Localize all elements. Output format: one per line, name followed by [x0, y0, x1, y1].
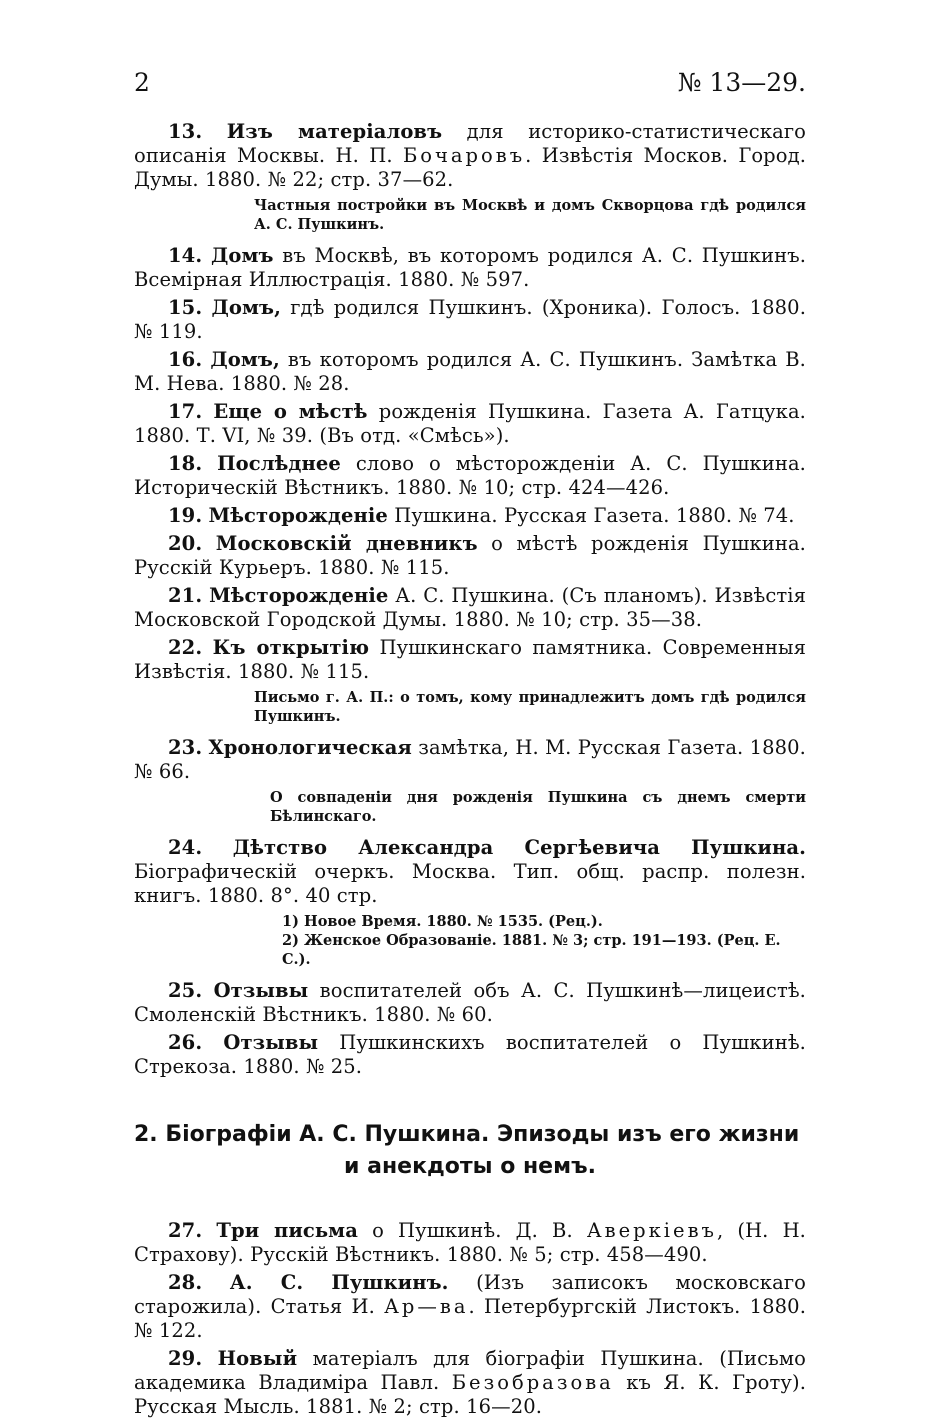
section-heading-line-2: и анекдоты о немъ. — [344, 1154, 596, 1179]
entry-text: матеріалъ для біографіи Пушкина. (Письмо академика Владиміра Павл. — [134, 1347, 806, 1394]
entry-25 — [134, 979, 806, 1027]
entry-number: 21. — [168, 584, 203, 607]
entry-text: воспитателей объ А. С. Пушкинѣ—лицеистѣ. Смоленскій Вѣстникъ. 1880. № 60. — [134, 979, 806, 1026]
entry-26 — [134, 1031, 806, 1079]
entry-title: Домъ, — [210, 348, 280, 371]
entry-author: Ар—ва — [384, 1295, 469, 1318]
note-24 — [134, 912, 806, 969]
entry-text: въ Москвѣ, въ которомъ родился А. С. Пушкинъ. Всемірная Иллюстрація. 1880. № 597. — [134, 244, 806, 291]
entry-21 — [134, 584, 806, 632]
entry-text: замѣтка, Н. М. Русская Газета. 1880. № 66. — [134, 736, 806, 783]
entry-text: (Изъ записокъ московскаго старожила). Статья И. — [134, 1271, 806, 1318]
entry-title: Домъ — [210, 244, 274, 267]
entry-range: № 13—29. — [677, 68, 806, 97]
entry-number: 24. — [168, 836, 203, 859]
entry-14 — [134, 244, 806, 292]
entry-text: . Извѣстія Москов. Город. Думы. 1880. № 22; стр. 37—62. — [134, 144, 806, 191]
entry-text: Пушкина. Русская Газета. 1880. № 74. — [387, 504, 795, 527]
entry-title: Послѣднее — [217, 452, 341, 475]
entry-text: въ которомъ родился А. С. Пушкинъ. Замѣтка В. М. Нева. 1880. № 28. — [134, 348, 806, 395]
entry-18 — [134, 452, 806, 500]
entry-author: Аверкіевъ — [586, 1219, 717, 1242]
entry-text: А. С. Пушкина. (Съ планомъ). Извѣстія Московской Городской Думы. 1880. № 10; стр. 35—38. — [134, 584, 806, 631]
entry-number: 18. — [168, 452, 203, 475]
entry-number: 15. — [168, 296, 203, 319]
entry-text: для историко-статистическаго описанія Москвы. Н. П. — [134, 120, 806, 167]
entry-title: Отзывы — [213, 979, 309, 1002]
entry-24 — [134, 836, 806, 908]
note-13: Частныя постройки въ Москвѣ и домъ Скворцова гдѣ родился А. С. Пушкинъ. — [254, 197, 806, 233]
entry-number: 23. — [168, 736, 203, 759]
entry-author: Бочаровъ — [402, 144, 526, 167]
entry-13 — [134, 120, 806, 192]
entry-number: 14. — [168, 244, 203, 267]
entry-text: къ Я. К. Гроту). Русская Мысль. 1881. № 2; стр. 16—20. — [134, 1371, 806, 1418]
section-heading-line-1: 2. Біографіи А. С. Пушкина. Эпизоды изъ его жизни — [134, 1122, 800, 1147]
entry-text: о Пушкинѣ. Д. В. — [357, 1219, 587, 1242]
entry-number: 13. — [168, 120, 203, 143]
entry-number: 19. — [168, 504, 203, 527]
section-heading — [134, 1119, 806, 1183]
entry-text: слово о мѣсторожденіи А. С. Пушкина. Историческій Вѣстникъ. 1880. № 10; стр. 424—426. — [134, 452, 806, 499]
entry-title: А. С. Пушкинъ. — [229, 1271, 449, 1294]
note-22: Письмо г. А. П.: о томъ, кому принадлежитъ домъ гдѣ родился Пушкинъ. — [254, 689, 806, 725]
entry-number: 26. — [168, 1031, 203, 1054]
entry-title: Дѣтство Александра Сергѣевича Пушкина. — [232, 836, 806, 859]
entry-text: . Петербургскій Листокъ. 1880. № 122. — [134, 1295, 806, 1342]
entry-title: Отзывы — [223, 1031, 319, 1054]
entry-author: Безобразова — [451, 1371, 614, 1394]
entry-number: 29. — [168, 1347, 203, 1370]
entry-title: Къ открытію — [212, 636, 370, 659]
entry-19 — [134, 504, 806, 528]
entry-16 — [134, 348, 806, 396]
entry-text: Біографическій очеркъ. Москва. Тип. общ. распр. полезн. книгъ. 1880. 8°. 40 стр. — [134, 860, 806, 907]
entry-title: Московскій дневникъ — [215, 532, 478, 555]
entry-17 — [134, 400, 806, 448]
entry-number: 22. — [168, 636, 203, 659]
entry-29 — [134, 1347, 806, 1419]
entry-text: о мѣстѣ рожденія Пушкина. Русскій Курьеръ. 1880. № 115. — [134, 532, 806, 579]
entry-text: , (Н. Н. Страхову). Русскій Вѣстникъ. 1880. № 5; стр. 458—490. — [134, 1219, 806, 1266]
entry-23 — [134, 736, 806, 784]
entry-15 — [134, 296, 806, 344]
entry-number: 17. — [168, 400, 203, 423]
entry-number: 27. — [168, 1219, 203, 1242]
note-24-review-1: 1) Новое Время. 1880. № 1535. (Рец.). — [282, 913, 603, 930]
entry-title: Изъ матеріаловъ — [226, 120, 443, 143]
entry-22 — [134, 636, 806, 684]
entry-title: Еще о мѣстѣ — [213, 400, 368, 423]
entry-28 — [134, 1271, 806, 1343]
entry-title: Новый — [217, 1347, 298, 1370]
entry-text: гдѣ родился Пушкинъ. (Хроника). Голосъ. 1880. № 119. — [134, 296, 806, 343]
entry-number: 25. — [168, 979, 203, 1002]
entry-number: 16. — [168, 348, 203, 371]
entry-number: 28. — [168, 1271, 203, 1294]
entry-number: 20. — [168, 532, 203, 555]
entry-text: Пушкинскихъ воспитателей о Пушкинѣ. Стрекоза. 1880. № 25. — [134, 1031, 806, 1078]
entry-20 — [134, 532, 806, 580]
entry-title: Домъ, — [211, 296, 281, 319]
page-header — [134, 68, 806, 108]
note-24-review-2: 2) Женское Образованіе. 1881. № 3; стр. 191—193. (Рец. Е. С.). — [282, 932, 781, 968]
page-number: 2 — [134, 68, 150, 97]
entry-text: Пушкинскаго памятника. Современныя Извѣстія. 1880. № 115. — [134, 636, 806, 683]
page-content — [134, 120, 806, 1423]
entry-title: Мѣсторожденіе — [209, 584, 389, 607]
entry-title: Мѣсторожденіе — [208, 504, 388, 527]
entry-text: рожденія Пушкина. Газета А. Гатцука. 1880. Т. VI, № 39. (Въ отд. «Смѣсь»). — [134, 400, 806, 447]
entry-title: Три письма — [216, 1219, 358, 1242]
note-23: О совпаденіи дня рожденія Пушкина съ днемъ смерти Бѣлинскаго. — [270, 789, 806, 825]
entry-27 — [134, 1219, 806, 1267]
entry-title: Хронологическая — [208, 736, 412, 759]
